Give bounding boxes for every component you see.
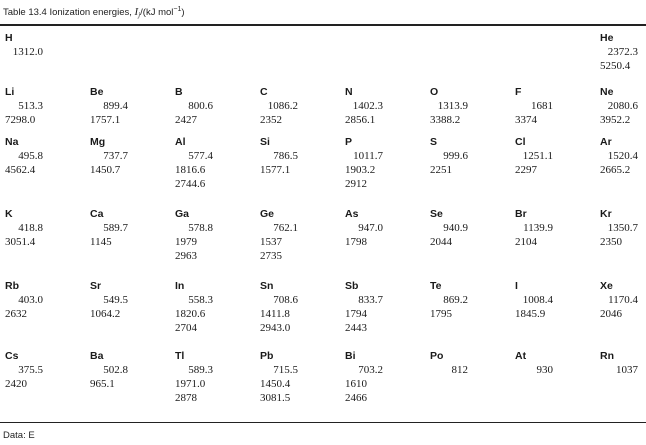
ionization-energy-value: 418.8 <box>18 222 43 234</box>
element-symbol: Rb <box>5 280 19 292</box>
element-symbol: K <box>5 208 13 220</box>
element-cell-pb <box>260 350 298 405</box>
ionization-energy-value: 930 <box>536 364 553 376</box>
element-cell-sn <box>260 280 298 335</box>
table-footer: Data: E <box>3 430 35 441</box>
bottom-rule <box>0 422 646 423</box>
element-symbol: Ga <box>175 208 190 220</box>
ionization-energy-value: 869.2 <box>443 294 468 306</box>
element-cell-c <box>260 86 298 127</box>
ionization-energy-value: 762.1 <box>273 222 298 234</box>
element-symbol: Sn <box>260 280 274 292</box>
element-symbol: Sr <box>90 280 102 292</box>
ionization-energy-value: 2632 <box>5 308 27 320</box>
element-symbol: Mg <box>90 136 106 148</box>
element-cell-po <box>430 350 468 377</box>
element-symbol: Na <box>5 136 19 148</box>
element-symbol: N <box>345 86 353 98</box>
ionization-energy-value: 1820.6 <box>175 308 206 320</box>
element-symbol: Ge <box>260 208 275 220</box>
ionization-energy-value: 1903.2 <box>345 164 376 176</box>
element-symbol: Rn <box>600 350 614 362</box>
element-cell-i <box>515 280 553 321</box>
element-symbol: Cl <box>515 136 526 148</box>
ionization-energy-value: 2744.6 <box>175 178 206 190</box>
element-symbol: Ca <box>90 208 104 220</box>
ionization-energy-value: 7298.0 <box>5 114 36 126</box>
ionization-energy-value: 1450.4 <box>260 378 291 390</box>
ionization-energy-value: 1520.4 <box>607 150 638 162</box>
ionization-energy-value: 589.7 <box>103 222 128 234</box>
element-cell-s <box>430 136 468 177</box>
ionization-energy-value: 1794 <box>345 308 367 320</box>
ionization-energy-value: 5250.4 <box>600 60 631 72</box>
element-symbol: H <box>5 32 13 44</box>
ionization-energy-value: 899.4 <box>103 100 128 112</box>
element-cell-tl <box>175 350 213 405</box>
ionization-energy-value: 1450.7 <box>90 164 121 176</box>
element-symbol: Pb <box>260 350 274 362</box>
element-cell-rn <box>600 350 638 377</box>
ionization-energy-value: 2420 <box>5 378 27 390</box>
element-cell-cl <box>515 136 553 177</box>
ionization-energy-value: 786.5 <box>273 150 298 162</box>
ionization-energy-value: 1681 <box>531 100 553 112</box>
caption-unit-close: ) <box>181 7 185 18</box>
ionization-energy-value: 3388.2 <box>430 114 461 126</box>
element-cell-te <box>430 280 468 321</box>
element-symbol: S <box>430 136 438 148</box>
ionization-energy-value: 495.8 <box>18 150 43 162</box>
ionization-energy-value: 2251 <box>430 164 452 176</box>
element-symbol: Po <box>430 350 444 362</box>
element-symbol: Se <box>430 208 443 220</box>
ionization-energy-value: 2878 <box>175 392 197 404</box>
ionization-energy-value: 2046 <box>600 308 622 320</box>
element-cell-ne <box>600 86 638 127</box>
element-cell-as <box>345 208 383 249</box>
element-cell-be <box>90 86 128 127</box>
ionization-energy-value: 1313.9 <box>437 100 468 112</box>
ionization-energy-value: 578.8 <box>188 222 213 234</box>
element-cell-in <box>175 280 213 335</box>
ionization-energy-value: 1979 <box>175 236 197 248</box>
ionization-energy-value: 1971.0 <box>175 378 206 390</box>
ionization-energy-value: 558.3 <box>188 294 213 306</box>
ionization-energy-value: 1064.2 <box>90 308 121 320</box>
ionization-energy-value: 3051.4 <box>5 236 36 248</box>
element-cell-si <box>260 136 298 177</box>
caption-unit-open: /(kJ mol <box>140 7 174 18</box>
ionization-energy-value: 589.3 <box>188 364 213 376</box>
ionization-energy-value: 1537 <box>260 236 282 248</box>
ionization-energy-value: 1312.0 <box>12 46 43 58</box>
element-cell-o <box>430 86 468 127</box>
element-cell-he <box>600 32 638 73</box>
element-symbol: C <box>260 86 268 98</box>
ionization-energy-value: 1170.4 <box>608 294 638 306</box>
ionization-energy-value: 2943.0 <box>260 322 291 334</box>
element-symbol: Sb <box>345 280 359 292</box>
element-symbol: Bi <box>345 350 356 362</box>
element-cell-ar <box>600 136 638 177</box>
element-symbol: Kr <box>600 208 612 220</box>
ionization-energy-value: 1816.6 <box>175 164 206 176</box>
element-cell-li <box>5 86 43 127</box>
ionization-energy-value: 1845.9 <box>515 308 546 320</box>
element-symbol: I <box>515 280 518 292</box>
ionization-energy-value: 502.8 <box>103 364 128 376</box>
ionization-energy-value: 3374 <box>515 114 537 126</box>
element-symbol: F <box>515 86 522 98</box>
ionization-energy-value: 1757.1 <box>90 114 121 126</box>
ionization-energy-value: 1610 <box>345 378 367 390</box>
caption-unit-sup: −1 <box>173 6 182 13</box>
element-symbol: Ne <box>600 86 614 98</box>
ionization-energy-value: 1402.3 <box>352 100 383 112</box>
element-cell-p <box>345 136 383 191</box>
ionization-energy-value: 2372.3 <box>607 46 638 58</box>
ionization-energy-value: 2665.2 <box>600 164 631 176</box>
ionization-energy-value: 1798 <box>345 236 367 248</box>
ionization-energy-value: 999.6 <box>443 150 468 162</box>
element-symbol: O <box>430 86 439 98</box>
element-symbol: Al <box>175 136 186 148</box>
element-symbol: Te <box>430 280 442 292</box>
ionization-energy-value: 3952.2 <box>600 114 631 126</box>
ionization-energy-value: 965.1 <box>90 378 115 390</box>
element-cell-k <box>5 208 43 249</box>
ionization-energy-value: 2297 <box>515 164 537 176</box>
ionization-energy-value: 737.7 <box>103 150 128 162</box>
ionization-energy-value: 703.2 <box>358 364 383 376</box>
ionization-energy-value: 2350 <box>600 236 622 248</box>
element-symbol: In <box>175 280 185 292</box>
ionization-energy-value: 1251.1 <box>522 150 553 162</box>
caption-symbol: I <box>134 6 139 18</box>
ionization-energy-value: 2704 <box>175 322 197 334</box>
element-cell-h <box>5 32 43 59</box>
ionization-energy-value: 1577.1 <box>260 164 291 176</box>
ionization-energy-value: 1795 <box>430 308 452 320</box>
element-cell-na <box>5 136 43 177</box>
ionization-energy-value: 2466 <box>345 392 367 404</box>
ionization-energy-value: 2443 <box>345 322 367 334</box>
ionization-energy-value: 812 <box>451 364 468 376</box>
ionization-energy-value: 2735 <box>260 250 282 262</box>
ionization-energy-value: 800.6 <box>188 100 213 112</box>
ionization-energy-value: 2912 <box>345 178 367 190</box>
element-cell-sb <box>345 280 383 335</box>
element-symbol: Be <box>90 86 104 98</box>
element-symbol: Cs <box>5 350 19 362</box>
element-symbol: Si <box>260 136 270 148</box>
ionization-energy-value: 2080.6 <box>607 100 638 112</box>
element-cell-ge <box>260 208 298 263</box>
ionization-energy-value: 3081.5 <box>260 392 291 404</box>
element-cell-xe <box>600 280 638 321</box>
element-symbol: Li <box>5 86 15 98</box>
element-cell-ga <box>175 208 213 263</box>
ionization-energy-value: 2352 <box>260 114 282 126</box>
ionization-energy-value: 1086.2 <box>267 100 298 112</box>
ionization-energy-value: 940.9 <box>443 222 468 234</box>
ionization-energy-value: 2856.1 <box>345 114 376 126</box>
element-cell-b <box>175 86 213 127</box>
ionization-energy-value: 1411.8 <box>260 308 290 320</box>
element-cell-al <box>175 136 213 191</box>
element-symbol: Ar <box>600 136 612 148</box>
ionization-energy-value: 2104 <box>515 236 537 248</box>
element-cell-rb <box>5 280 43 321</box>
ionization-energy-value: 715.5 <box>273 364 298 376</box>
table-caption <box>3 6 185 19</box>
ionization-energy-value: 1011.7 <box>353 150 383 162</box>
element-symbol: B <box>175 86 183 98</box>
element-symbol: Br <box>515 208 527 220</box>
element-symbol: Tl <box>175 350 185 362</box>
element-symbol: P <box>345 136 353 148</box>
element-symbol: He <box>600 32 614 44</box>
element-cell-cs <box>5 350 43 391</box>
ionization-energy-value: 375.5 <box>18 364 43 376</box>
element-cell-br <box>515 208 553 249</box>
ionization-energy-value: 1008.4 <box>522 294 553 306</box>
ionization-energy-value: 403.0 <box>18 294 43 306</box>
ionization-energy-value: 549.5 <box>103 294 128 306</box>
element-symbol: As <box>345 208 359 220</box>
element-cell-ca <box>90 208 128 249</box>
ionization-energy-value: 947.0 <box>358 222 383 234</box>
top-rule <box>0 24 646 26</box>
element-cell-f <box>515 86 553 127</box>
ionization-energy-value: 2963 <box>175 250 197 262</box>
caption-subscript: j <box>138 11 141 19</box>
element-symbol: Ba <box>90 350 104 362</box>
element-cell-ba <box>90 350 128 391</box>
ionization-energy-value: 1350.7 <box>607 222 638 234</box>
caption-prefix: Table 13.4 Ionization energies, <box>3 7 132 18</box>
ionization-energy-value: 2044 <box>430 236 452 248</box>
ionization-energy-value: 577.4 <box>188 150 213 162</box>
ionization-energy-value: 1145 <box>90 236 112 248</box>
element-symbol: Xe <box>600 280 613 292</box>
element-cell-bi <box>345 350 383 405</box>
element-cell-n <box>345 86 383 127</box>
ionization-energy-value: 2427 <box>175 114 197 126</box>
element-cell-sr <box>90 280 128 321</box>
ionization-energy-value: 708.6 <box>273 294 298 306</box>
ionization-energy-value: 833.7 <box>358 294 383 306</box>
ionization-energy-value: 1139.9 <box>523 222 553 234</box>
ionization-energy-value: 513.3 <box>18 100 43 112</box>
element-symbol: At <box>515 350 527 362</box>
element-cell-se <box>430 208 468 249</box>
ionization-energy-value: 4562.4 <box>5 164 36 176</box>
element-cell-at <box>515 350 553 377</box>
element-cell-kr <box>600 208 638 249</box>
ionization-energy-value: 1037 <box>616 364 638 376</box>
element-cell-mg <box>90 136 128 177</box>
